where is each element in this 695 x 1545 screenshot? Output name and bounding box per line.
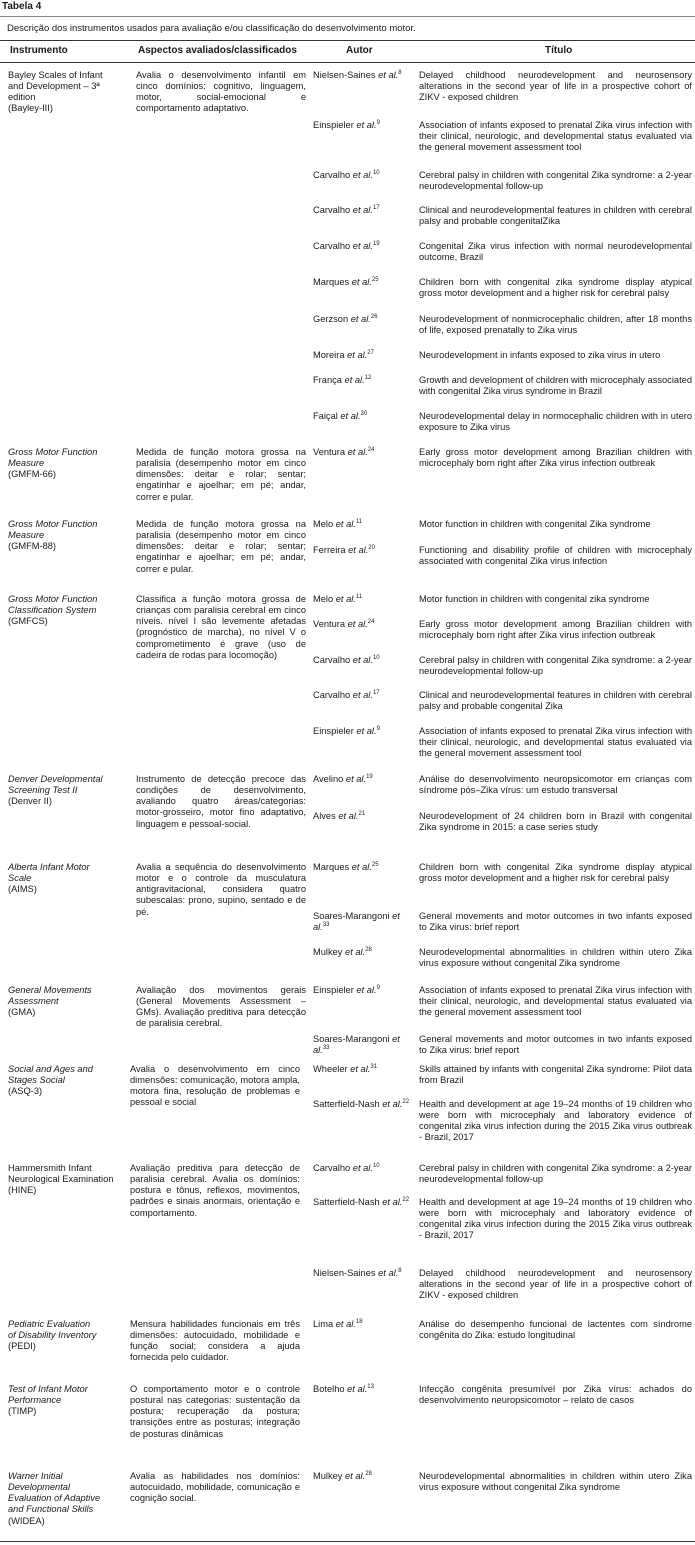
reference-number: 9 bbox=[376, 725, 380, 732]
instrument-name bbox=[8, 594, 128, 627]
reference-title: Functioning and disability profile of children with microcephaly associated with congenital Zika virus infection bbox=[419, 545, 692, 567]
reference-title: Cerebral palsy in children with congenital Zika syndrome: a 2-year neurodevelopmental follow-up bbox=[419, 655, 692, 677]
reference-title: Delayed childhood neurodevelopment and neurosensory alterations in the second year of life in a prospective cohort of ZIKV - exposed children bbox=[419, 70, 692, 103]
reference-number: 10 bbox=[372, 654, 380, 661]
table-caption: Descrição dos instrumentos usados para avaliação e/ou classificação do desenvolvimento motor. bbox=[7, 23, 416, 34]
aspects-text: O comportamento motor e o controle postural nas categorias: sustentação da postura; recuperação da postura; transições entre as posturas; integração de posturas dinâmicas bbox=[130, 1384, 300, 1439]
instrument-line: (GMA) bbox=[8, 1007, 36, 1018]
reference-title: Congenital Zika virus infection with normal neurodevelopmental outcome, Brazil bbox=[419, 241, 692, 263]
reference-number: 8 bbox=[398, 69, 402, 76]
reference-number: 11 bbox=[355, 518, 363, 525]
author-cell bbox=[313, 411, 413, 422]
author-name: Ferreira et al. bbox=[313, 545, 369, 555]
instrument-name bbox=[8, 985, 128, 1018]
reference-number: 9 bbox=[376, 984, 380, 991]
author-name: Wheeler et al. bbox=[313, 1064, 371, 1074]
aspects-text: Avalia o desenvolvimento infantil em cinco domínios: cognitivo, linguagem, motor, social-emocional e comportamento adaptativo. bbox=[136, 70, 306, 114]
instrument-line: Social and Ages and bbox=[8, 1064, 93, 1074]
reference-number: 22 bbox=[402, 1098, 410, 1105]
author-cell bbox=[313, 1197, 413, 1208]
author-name: Carvalho et al. bbox=[313, 241, 373, 251]
reference-title: Neurodevelopmental delay in normocephalic children with in utero exposure to Zika virus bbox=[419, 411, 692, 433]
reference-title: General movements and motor outcomes in two infants exposed to Zika virus: brief report bbox=[419, 911, 692, 933]
aspects-text: Avalia a sequência do desenvolvimento motor e o controle da musculatura antigravitacional, considera quatro subescalas: prono, supino, sentado e de pé. bbox=[136, 862, 306, 917]
instrument-line: (Bayley-III) bbox=[8, 103, 53, 114]
author-name: Nielsen-Saines et al. bbox=[313, 1268, 399, 1278]
reference-number: 31 bbox=[370, 1063, 378, 1070]
reference-number: 18 bbox=[355, 1318, 363, 1325]
aspects-text: Classifica a função motora grossa de crianças com paralisia cerebral em cinco níveis. nível I são levemente afetadas (prognóstico de marcha), no nível V o comprometimento é grave (uso de cadeira de rodas para locomoção) bbox=[136, 594, 306, 660]
instrument-line: (ASQ-3) bbox=[8, 1086, 43, 1097]
reference-number: 20 bbox=[368, 544, 375, 551]
instrument-line: Stages Social bbox=[8, 1075, 65, 1086]
instrument-line: (PEDI) bbox=[8, 1341, 36, 1352]
author-cell bbox=[313, 1099, 413, 1110]
author-name: Mulkey et al. bbox=[313, 1471, 366, 1481]
author-name: Melo et al. bbox=[313, 594, 356, 604]
reference-number: 30 bbox=[360, 410, 368, 417]
reference-number: 17 bbox=[372, 689, 380, 696]
instrument-name bbox=[8, 70, 128, 115]
instrument-line: Evaluation of Adaptive bbox=[8, 1493, 101, 1504]
reference-number: 24 bbox=[367, 618, 375, 625]
reference-number: 33 bbox=[322, 922, 330, 929]
reference-title: Neurodevelopmental abnormalities in children within utero Zika virus exposure without congenital Zika syndrome bbox=[419, 947, 692, 969]
author-name: Ventura et al. bbox=[313, 447, 368, 457]
instrument-line: Hammersmith Infant bbox=[8, 1163, 92, 1173]
table-label: Tabela 4 bbox=[2, 1, 42, 12]
author-cell bbox=[313, 594, 413, 605]
author-cell bbox=[313, 947, 413, 958]
author-cell bbox=[313, 655, 413, 666]
author-name: Faiçal et al. bbox=[313, 411, 361, 421]
author-cell bbox=[313, 619, 413, 630]
header-title: Título bbox=[545, 45, 573, 56]
author-cell bbox=[313, 1163, 413, 1174]
instrument-name bbox=[8, 1163, 128, 1196]
author-cell bbox=[313, 1319, 413, 1330]
author-name: Carvalho et al. bbox=[313, 690, 373, 700]
author-name: Alves et al. bbox=[313, 811, 359, 821]
reference-number: 10 bbox=[372, 169, 380, 176]
instrument-line: Bayley Scales of Infant bbox=[8, 70, 103, 80]
author-name: Satterfield-Nash et al. bbox=[313, 1099, 403, 1109]
author-name: Gerzson et al. bbox=[313, 314, 371, 324]
author-name: Moreira et al. bbox=[313, 350, 368, 360]
author-cell bbox=[313, 170, 413, 181]
author-cell bbox=[313, 447, 413, 458]
instrument-name bbox=[8, 1471, 128, 1527]
reference-number: 19 bbox=[372, 240, 380, 247]
reference-title: Neurodevelopment of 24 children born in Brazil with congenital Zika syndrome in 2015: a case series study bbox=[419, 811, 692, 833]
reference-title: Neurodevelopment of nonmicrocephalic children, after 18 months of life, exposed prenatally to Zika virus bbox=[419, 314, 692, 336]
reference-title: Análise do desempenho funcional de lactentes com síndrome congênita do Zika: estudo longitudinal bbox=[419, 1319, 692, 1341]
instrument-line: (GMFCS) bbox=[8, 616, 48, 627]
reference-number: 9 bbox=[376, 119, 380, 126]
instrument-line: of Disability Inventory bbox=[8, 1330, 97, 1341]
aspects-text: Avaliação preditiva para detecção de paralisia cerebral. Avalia os domínios: postura e tônus, reflexos, movimentos, padrões e sinais anormais, orientação e comportamento. bbox=[130, 1163, 300, 1218]
aspects-text: Instrumento de detecção precoce das condições de desenvolvimento, avaliando quatro áreas/categorias: motor-grosseiro, motor fino adaptativo, linguagem e pessoal-social. bbox=[136, 774, 306, 829]
reference-number: 21 bbox=[358, 810, 366, 817]
author-name: Einspieler et al. bbox=[313, 985, 377, 995]
author-cell bbox=[313, 205, 413, 216]
instrument-line: Measure bbox=[8, 530, 45, 541]
instrument-line: (GMFM-66) bbox=[8, 469, 57, 480]
author-name: Marques et al. bbox=[313, 862, 372, 872]
author-cell bbox=[313, 1268, 413, 1279]
instrument-line: Test of Infant Motor bbox=[8, 1384, 88, 1394]
reference-title: Early gross motor development among Brazilian children with microcephaly born right after Zika virus infection outbreak bbox=[419, 447, 692, 469]
aspects-text: Mensura habilidades funcionais em três dimensões: autocuidado, mobilidade e função social; considera a ajuda fornecida pelo cuidador. bbox=[130, 1319, 300, 1363]
aspects-text: Medida de função motora grossa na paralisia (desempenho motor em cinco dimensões: deitar e rolar; sentar; engatinhar e ajoelhar; em pé; andar, correr e pular. bbox=[136, 447, 306, 502]
instrument-name bbox=[8, 1319, 128, 1352]
author-cell bbox=[313, 862, 413, 873]
author-cell bbox=[313, 545, 413, 556]
author-name: Botelho et al. bbox=[313, 1384, 368, 1394]
instrument-name bbox=[8, 1064, 128, 1097]
instrument-line: Scale bbox=[8, 873, 32, 884]
reference-title: Children born with congenital Zika syndrome display atypical gross motor development and a higher risk for cerebral palsy bbox=[419, 862, 692, 884]
instrument-line: Gross Motor Function bbox=[8, 594, 98, 604]
reference-title: Neurodevelopmental abnormalities in children within utero Zika virus exposure without congenital Zika syndrome bbox=[419, 1471, 692, 1493]
reference-title: Early gross motor development among Brazilian children with microcephaly born right after Zika virus infection outbreak bbox=[419, 619, 692, 641]
reference-title: Análise do desenvolvimento neuropsicomotor em crianças com síndrome pós–Zika vírus: um estudo transversal bbox=[419, 774, 692, 796]
reference-title: Growth and development of children with microcephaly associated with congenital Zika virus syndrome in Brazil bbox=[419, 375, 692, 397]
reference-title: General movements and motor outcomes in two infants exposed to Zika virus: brief report bbox=[419, 1034, 692, 1056]
aspects-text: Avaliação dos movimentos gerais (General Movements Assessment – GMs). Avaliação preditiva para detecção de paralisia cerebral. bbox=[136, 985, 306, 1029]
reference-title: Cerebral palsy in children with congenital Zika syndrome: a 2-year neurodevelopmental follow-up bbox=[419, 170, 692, 192]
author-cell bbox=[313, 350, 413, 361]
header-rule bbox=[0, 62, 695, 63]
caption-rule bbox=[0, 40, 695, 41]
reference-title: Clinical and neurodevelopmental features in children with cerebral palsy and probable congenital Zika bbox=[419, 690, 692, 712]
header-aspects: Aspectos avaliados/classificados bbox=[138, 45, 297, 56]
reference-number: 19 bbox=[366, 773, 373, 780]
author-cell bbox=[313, 726, 413, 737]
instrument-line: Warner Initial bbox=[8, 1471, 63, 1481]
author-name: Carvalho et al. bbox=[313, 205, 373, 215]
author-cell bbox=[313, 985, 413, 996]
author-cell bbox=[313, 811, 413, 822]
reference-title: Association of infants exposed to prenatal Zika virus infection with their clinical, neurologic, and developmental status evaluated via the general movement assessment tool bbox=[419, 120, 692, 153]
author-name: Soares-Marangoni et al. bbox=[313, 1034, 400, 1056]
reference-number: 26 bbox=[370, 313, 378, 320]
author-name: Soares-Marangoni et al. bbox=[313, 911, 400, 933]
instrument-line: Classification System bbox=[8, 605, 97, 616]
author-cell bbox=[313, 1064, 413, 1075]
reference-number: 33 bbox=[322, 1045, 330, 1052]
instrument-line: and Functional Skills bbox=[8, 1504, 94, 1515]
reference-number: 24 bbox=[367, 446, 375, 453]
aspects-text: Medida de função motora grossa na paralisia (desempenho motor em cinco dimensões: deitar e rolar; sentar; engatinhar e ajoelhar; em pé; andar, correr e pular. bbox=[136, 519, 306, 574]
reference-title: Motor function in children with congenital Zika syndrome bbox=[419, 519, 651, 529]
instrument-line: Gross Motor Function bbox=[8, 519, 98, 529]
reference-number: 25 bbox=[371, 861, 379, 868]
author-cell bbox=[313, 277, 413, 288]
instrument-name bbox=[8, 862, 128, 895]
reference-title: Skills attained by infants with congenital Zika syndrome: Pilot data from Brazil bbox=[419, 1064, 692, 1086]
instrument-line: (Denver II) bbox=[8, 796, 52, 807]
reference-title: Health and development at age 19–24 months of 19 children who were born with microcephaly and laboratory evidence of congenital zika virus infection during the 2015 Zika virus outbreak - Brazil, 2017 bbox=[419, 1099, 692, 1143]
author-cell bbox=[313, 911, 413, 933]
reference-number: 28 bbox=[365, 1470, 372, 1477]
aspects-text: Avalia o desenvolvimento em cinco dimensões: comunicação, motora ampla, motora fina, resolução de problemas e pessoal e social bbox=[130, 1064, 300, 1108]
instrument-line: (TIMP) bbox=[8, 1406, 37, 1417]
author-cell bbox=[313, 70, 413, 81]
instrument-line: Alberta Infant Motor bbox=[8, 862, 90, 872]
reference-number: 25 bbox=[371, 276, 379, 283]
author-name: Mulkey et al. bbox=[313, 947, 366, 957]
author-name: Carvalho et al. bbox=[313, 1163, 373, 1173]
reference-number: 11 bbox=[355, 593, 363, 600]
reference-title: Association of infants exposed to prenatal Zika virus infection with their clinical, neurologic, and developmental status evaluated via the general movement assessment tool bbox=[419, 985, 692, 1018]
author-cell bbox=[313, 1471, 413, 1482]
reference-number: 13 bbox=[367, 1383, 374, 1390]
reference-title: Neurodevelopment in infants exposed to zika virus in utero bbox=[419, 350, 661, 360]
instrument-line: Screening Test II bbox=[8, 785, 78, 796]
bottom-rule bbox=[0, 1541, 695, 1542]
reference-title: Delayed childhood neurodevelopment and neurosensory alterations in the second year of life in a prospective cohort of ZIKV - exposed children bbox=[419, 1268, 692, 1301]
instrument-name bbox=[8, 1384, 128, 1417]
header-author: Autor bbox=[346, 45, 373, 56]
instrument-line: Denver Developmental bbox=[8, 774, 103, 784]
reference-number: 28 bbox=[365, 946, 372, 953]
reference-title: Infecção congênita presumível por Zika vírus: achados do desenvolvimento neuropsicomotor – relato de casos bbox=[419, 1384, 692, 1406]
reference-title: Clinical and neurodevelopmental features in children with cerebral palsy and probable congenitalZika bbox=[419, 205, 692, 227]
author-name: Einspieler et al. bbox=[313, 726, 377, 736]
reference-number: 17 bbox=[372, 204, 380, 211]
author-name: Carvalho et al. bbox=[313, 170, 373, 180]
top-rule bbox=[0, 16, 695, 17]
instrument-line: (AIMS) bbox=[8, 884, 37, 895]
instrument-line: Pediatric Evaluation bbox=[8, 1319, 91, 1329]
instrument-name bbox=[8, 774, 128, 807]
instrument-name bbox=[8, 447, 128, 480]
reference-title: Association of infants exposed to prenatal Zika virus infection with their clinical, neurologic, and developmental status evaluated via the general movement assessment tool bbox=[419, 726, 692, 759]
reference-number: 12 bbox=[364, 374, 372, 381]
reference-title: Cerebral palsy in children with congenital Zika syndrome: a 2-year neurodevelopmental follow-up bbox=[419, 1163, 692, 1185]
author-name: Satterfield-Nash et al. bbox=[313, 1197, 403, 1207]
instrument-line: (WIDEA) bbox=[8, 1515, 45, 1526]
author-name: Lima et al. bbox=[313, 1319, 356, 1329]
instrument-name bbox=[8, 519, 128, 552]
instrument-line: Neurological Examination bbox=[8, 1174, 114, 1185]
instrument-line: (HINE) bbox=[8, 1185, 37, 1196]
author-cell bbox=[313, 1034, 413, 1056]
instrument-line: Developmental bbox=[8, 1482, 71, 1493]
instrument-line: Assessment bbox=[8, 996, 59, 1007]
author-name: Melo et al. bbox=[313, 519, 356, 529]
instrument-line: edition bbox=[8, 92, 36, 103]
reference-number: 10 bbox=[372, 1162, 380, 1169]
author-name: Carvalho et al. bbox=[313, 655, 373, 665]
author-name: Einspieler et al. bbox=[313, 120, 377, 130]
author-cell bbox=[313, 241, 413, 252]
reference-title: Motor function in children with congenital zika syndrome bbox=[419, 594, 650, 604]
reference-number: 8 bbox=[398, 1267, 402, 1274]
reference-title: Children born with congenital zika syndrome display atypical gross motor development and a higher risk for cerebral palsy bbox=[419, 277, 692, 299]
author-cell bbox=[313, 314, 413, 325]
instrument-line: Measure bbox=[8, 458, 45, 469]
author-cell bbox=[313, 519, 413, 530]
instrument-line: (GMFM-88) bbox=[8, 541, 57, 552]
reference-title: Health and development at age 19–24 months of 19 children who were born with microcephaly and laboratory evidence of congenital zika virus infection during the 2015 Zika virus outbreak - Brazil, 2017 bbox=[419, 1197, 692, 1241]
author-name: Nielsen-Saines et al. bbox=[313, 70, 399, 80]
instrument-line: and Development – 3ª bbox=[8, 81, 100, 92]
author-cell bbox=[313, 375, 413, 386]
reference-number: 27 bbox=[367, 349, 374, 356]
author-name: Ventura et al. bbox=[313, 619, 368, 629]
author-cell bbox=[313, 120, 413, 131]
reference-number: 22 bbox=[402, 1196, 410, 1203]
instrument-line: General Movements bbox=[8, 985, 92, 995]
author-name: Avelino et al. bbox=[313, 774, 367, 784]
aspects-text: Avalia as habilidades nos domínios: autocuidado, mobilidade, comunicação e cognição social. bbox=[130, 1471, 300, 1504]
author-name: França et al. bbox=[313, 375, 365, 385]
header-instrument: Instrumento bbox=[10, 45, 68, 56]
instrument-line: Performance bbox=[8, 1395, 62, 1406]
author-cell bbox=[313, 690, 413, 701]
author-cell bbox=[313, 774, 413, 785]
author-cell bbox=[313, 1384, 413, 1395]
instrument-line: Gross Motor Function bbox=[8, 447, 98, 457]
author-name: Marques et al. bbox=[313, 277, 372, 287]
